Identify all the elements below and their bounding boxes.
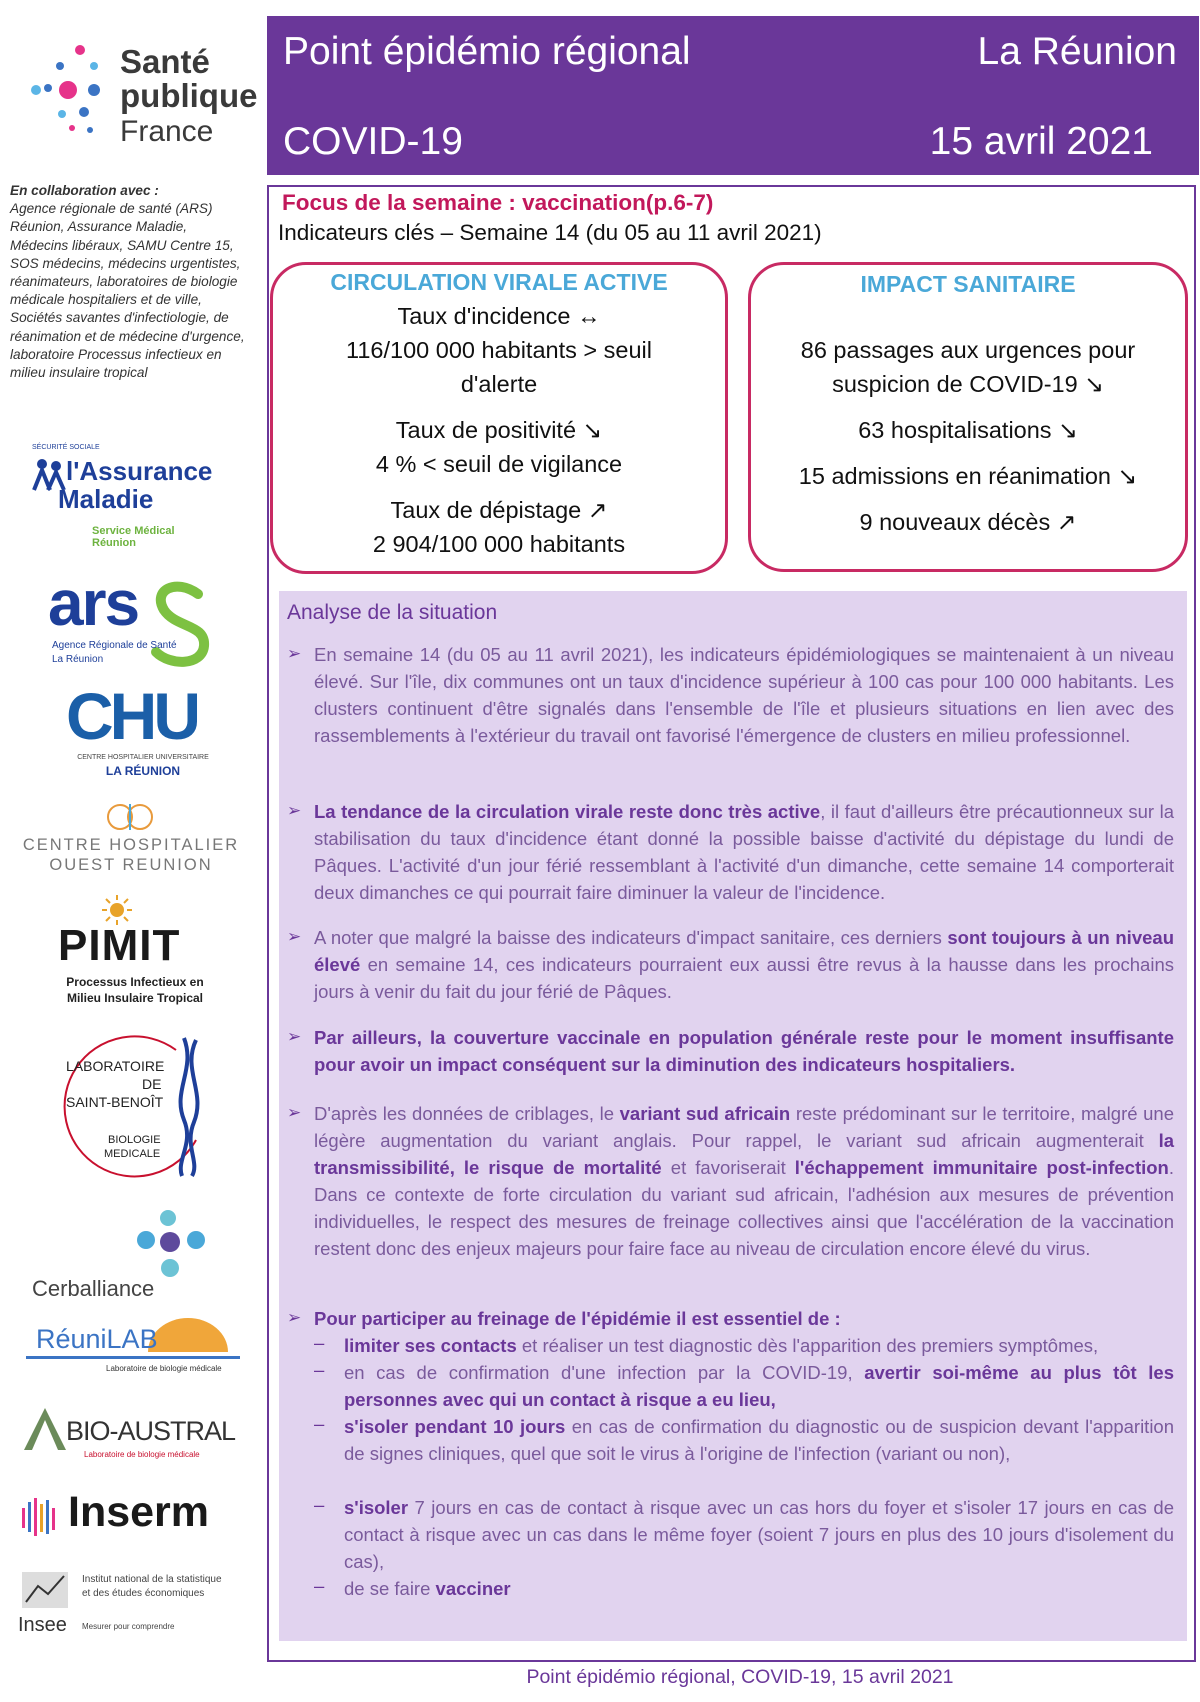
recommendation-5 xyxy=(344,1575,1174,1602)
inserm-logo xyxy=(22,1490,242,1550)
circulation-virale-card xyxy=(270,262,728,574)
bio-austral-logo xyxy=(22,1406,252,1468)
reanimation-admissions: 15 admissions en réanimation ↘ xyxy=(798,463,1138,489)
bullet-arrow-icon: ➢ xyxy=(287,927,302,946)
pimit-line-3: Milieu Insulaire Tropical xyxy=(66,991,204,1005)
labo-line-5: MEDICALE xyxy=(104,1148,161,1160)
page-subtitle: COVID-19 xyxy=(283,120,463,163)
brand-line-1: Santé xyxy=(120,43,210,80)
analysis-paragraph-5 xyxy=(314,1100,1174,1262)
impact-card-title: IMPACT SANITAIRE xyxy=(860,271,1076,297)
insee-tagline: Mesurer pour comprendre xyxy=(82,1622,175,1631)
p5-text-b: reste prédominant sur le territoire, malgré une légère augmentation du variant anglais. Pour rappel, le variant sud africain augmenterait xyxy=(314,1103,1174,1151)
header-banner xyxy=(267,16,1199,175)
p5-bold-2: la transmissibilité, le risque de mortalité xyxy=(314,1130,1174,1178)
focus-heading: Focus de la semaine : vaccination(p.6-7) xyxy=(282,190,714,215)
bio-austral-subtitle: Laboratoire de biologie médicale xyxy=(84,1450,200,1459)
s3-bold: s'isoler pendant 10 jours xyxy=(344,1416,566,1437)
p3-bold: sont toujours à un niveau élevé xyxy=(314,927,1174,975)
recommendation-4 xyxy=(344,1494,1174,1575)
insee-graph-icon xyxy=(18,1568,72,1612)
chor-line-2: CENTRE HOSPITALIER xyxy=(22,836,240,854)
chor-line-3: OUEST REUNION xyxy=(49,856,213,874)
reunilab-underline xyxy=(26,1356,240,1359)
reunilab-subtitle: Laboratoire de biologie médicale xyxy=(106,1364,222,1373)
p5-text-c: et favoriserait xyxy=(661,1157,795,1178)
labo-line-3: SAINT-BENOÎT xyxy=(66,1094,164,1110)
bio-austral-triangle-icon xyxy=(22,1406,68,1452)
pimit-letters: PIMIT xyxy=(58,921,181,970)
positivite-label: Taux de positivité ↘ xyxy=(395,417,603,443)
reunilab-name: RéuniLAB xyxy=(36,1324,158,1354)
collab-partners: Agence régionale de santé (ARS) Réunion, Assurance Maladie, Médecins libéraux, SAMU Centre 15, SOS médecins, médecins urgentistes, réanimateurs, laboratoires de biologie médicale hospitaliers et de ville, Sociétés savantes d'infectiologie, de réanimation et de médecine d'urgence, laboratoire Processus infectieux en milieu insulaire tropical xyxy=(10,201,245,381)
p1-text: En semaine 14 (du 05 au 11 avril 2021), les indicateurs épidémiologiques se maintenaient à un niveau élevé. Sur l'île, dix communes ont un taux d'incidence supérieur à 100 cas pour 100 000 habitants. Les clusters continuent d'être signalés dans l'ensemble de l'île et plusieurs situations en lien avec des rassemblements à l'extérieur du travail ont favorisé l'émergence de clusters en milieu professionnel. xyxy=(314,644,1174,746)
analysis-paragraph-6 xyxy=(314,1305,1174,1332)
p5-text-d: . Dans ce contexte de forte circulation du variant sud africain, l'adhésion aux mesures de prévention individuelles, le respect des mesures de freinage collectives ainsi que l'accélération de la vaccination restent donc des enjeux majeurs pour faire face au niveau de circulation encore élevé du virus. xyxy=(314,1157,1174,1259)
incidence-label: Taux d'incidence ↔ xyxy=(397,303,601,329)
urgences-line-1: 86 passages aux urgences pour xyxy=(800,337,1136,363)
positivite-value: 4 % < seuil de vigilance xyxy=(375,451,623,477)
p5-text-a: D'après les données de criblages, le xyxy=(314,1103,620,1124)
page-title: Point épidémio régional xyxy=(283,30,691,73)
am-line-4: Réunion xyxy=(92,537,136,549)
key-indicators-heading: Indicateurs clés – Semaine 14 (du 05 au 11 avril 2021) xyxy=(278,220,822,245)
bullet-arrow-icon: ➢ xyxy=(287,644,302,663)
nouveaux-deces: 9 nouveaux décès ↗ xyxy=(859,509,1077,535)
s4-bold: s'isoler xyxy=(344,1497,409,1518)
s1-bold: limiter ses contacts xyxy=(344,1335,517,1356)
hospitalisations: 63 hospitalisations ↘ xyxy=(858,417,1078,443)
spf-dots-icon xyxy=(28,28,128,158)
insee-logo xyxy=(18,1568,250,1640)
p4-bold: Par ailleurs, la couverture vaccinale en population générale reste pour le moment insuffisante pour avoir un impact conséquent sur la diminution des indicateurs hospitaliers. xyxy=(314,1027,1174,1075)
s5-text: de se faire xyxy=(344,1578,436,1599)
chor-logo xyxy=(20,800,242,880)
ars-s-icon xyxy=(146,580,216,670)
bullet-arrow-icon: ➢ xyxy=(287,1103,302,1122)
incidence-value: 116/100 000 habitants > seuil xyxy=(346,337,652,363)
labo-line-1: LABORATOIRE xyxy=(66,1058,165,1074)
circulation-card-title: CIRCULATION VIRALE ACTIVE xyxy=(330,269,668,295)
inserm-bars-icon xyxy=(22,1498,58,1538)
ars-line-2: Agence Régionale de Santé xyxy=(52,640,177,651)
bio-austral-name: BIO-AUSTRAL xyxy=(66,1416,236,1446)
labo-line-4: BIOLOGIE xyxy=(108,1134,161,1146)
inserm-name: Inserm xyxy=(68,1488,210,1536)
analysis-paragraph-3 xyxy=(314,924,1174,1005)
dash-bullet: – xyxy=(314,1494,325,1515)
am-small-text: SÉCURITÉ SOCIALE xyxy=(32,444,100,451)
am-line-3: Service Médical xyxy=(92,525,175,537)
p5-bold-1: variant sud africain xyxy=(619,1103,791,1124)
dash-bullet: – xyxy=(314,1332,325,1353)
p2-text: , il faut d'ailleurs être précautionneux sur la stabilisation du taux d'incidence étant donné la possible baisse d'activité du dépistage du lundi de Pâques. L'activité d'un jour férié ressemblant à l'activité d'un dimanche, cette semaine 14 comporterait deux dimanches ce qui pourrait faire diminuer la valeur de l'incidence. xyxy=(314,801,1174,903)
recommendation-1 xyxy=(344,1332,1174,1359)
bullet-arrow-icon: ➢ xyxy=(287,801,302,820)
ars-letters: ars xyxy=(48,567,139,639)
s4-text: 7 jours en cas de contact à risque avec un cas hors du foyer et s'isoler 17 jours en cas de contact à risque avec un cas dans le même foyer (soient 7 jours en plus des 10 jours d'isolement du cas), xyxy=(344,1497,1174,1572)
sante-publique-france-logo xyxy=(28,28,258,158)
cerballiance-dots-icon xyxy=(126,1210,216,1280)
urgences-line-2: suspicion de COVID-19 ↘ xyxy=(832,371,1104,397)
publication-date: 15 avril 2021 xyxy=(929,120,1153,163)
collaboration-text xyxy=(10,182,246,382)
bullet-arrow-icon: ➢ xyxy=(287,1308,302,1327)
insee-line-2: et des études économiques xyxy=(82,1588,205,1599)
sidebar xyxy=(0,0,260,1702)
analysis-title: Analyse de la situation xyxy=(287,601,498,624)
am-line-2: Maladie xyxy=(58,484,154,514)
cerballiance-logo xyxy=(30,1210,230,1300)
page-footer xyxy=(0,1666,1200,1689)
chu-letters: CHU xyxy=(66,679,197,753)
ars-line-3: La Réunion xyxy=(52,654,104,665)
insee-line-1: Institut national de la statistique xyxy=(82,1574,222,1585)
s1-text: et réaliser un test diagnostic dès l'apparition des premiers symptômes, xyxy=(516,1335,1099,1356)
analysis-section xyxy=(279,591,1187,1641)
depistage-label: Taux de dépistage ↗ xyxy=(390,497,608,523)
brand-line-2: publique xyxy=(120,77,258,114)
bullet-arrow-icon: ➢ xyxy=(287,1027,302,1046)
recommendation-2 xyxy=(344,1359,1174,1413)
insee-name: Insee xyxy=(18,1614,67,1636)
pimit-logo xyxy=(50,895,220,1015)
brand-line-3: France xyxy=(120,115,214,148)
pimit-line-2: Processus Infectieux en xyxy=(66,975,204,989)
incidence-threshold: d'alerte xyxy=(460,371,538,397)
p5-bold-3: l'échappement immunitaire post-infection xyxy=(794,1157,1169,1178)
depistage-value: 2 904/100 000 habitants xyxy=(372,531,626,557)
analysis-paragraph-4 xyxy=(314,1024,1174,1078)
s5-bold: vacciner xyxy=(435,1578,511,1599)
s2-bold: avertir soi-même au plus tôt les personnes avec qui un contact à risque a eu lieu, xyxy=(344,1362,1175,1410)
chu-line-3: LA RÉUNION xyxy=(105,764,181,778)
chor-symbol-icon xyxy=(106,800,156,834)
s2-text: en cas de confirmation d'une infection par la COVID-19, xyxy=(344,1362,865,1383)
recommendation-3 xyxy=(344,1413,1174,1467)
region-name: La Réunion xyxy=(977,30,1177,73)
dash-bullet: – xyxy=(314,1413,325,1434)
chu-line-2: CENTRE HOSPITALIER UNIVERSITAIRE xyxy=(77,754,209,761)
analysis-paragraph-2 xyxy=(314,798,1174,906)
labo-line-2: DE xyxy=(142,1076,162,1092)
p3-text-a: A noter que malgré la baisse des indicateurs d'impact sanitaire, ces derniers xyxy=(314,927,948,948)
cerballiance-name: Cerballiance xyxy=(32,1276,155,1301)
dash-bullet: – xyxy=(314,1359,325,1380)
ars-logo xyxy=(48,567,218,680)
reunilab-logo xyxy=(26,1318,240,1388)
dash-bullet: – xyxy=(314,1575,325,1596)
am-line-1: l'Assurance xyxy=(66,456,213,486)
footer-text: Point épidémio régional, COVID-19, 15 avril 2021 xyxy=(526,1666,954,1688)
p6-bold: Pour participer au freinage de l'épidémie il est essentiel de : xyxy=(314,1308,841,1329)
impact-sanitaire-card xyxy=(748,262,1188,572)
s3-text: en cas de confirmation du diagnostic ou de suspicion devant l'apparition de signes cliniques, quel que soit le virus à l'origine de l'infection (variant ou non), xyxy=(344,1416,1175,1464)
analysis-paragraph-1 xyxy=(314,641,1174,749)
p2-bold: La tendance de la circulation virale reste donc très active xyxy=(314,801,821,822)
chu-logo xyxy=(62,679,224,784)
collab-heading: En collaboration avec : xyxy=(10,183,159,198)
assurance-maladie-logo xyxy=(30,444,240,568)
labo-saint-benoit-logo xyxy=(46,1030,216,1180)
p3-text-b: en semaine 14, ces indicateurs pourraient eux aussi être revus à la hausse dans les prochains jours à venir du fait du jour férié de Pâques. xyxy=(314,954,1174,1002)
